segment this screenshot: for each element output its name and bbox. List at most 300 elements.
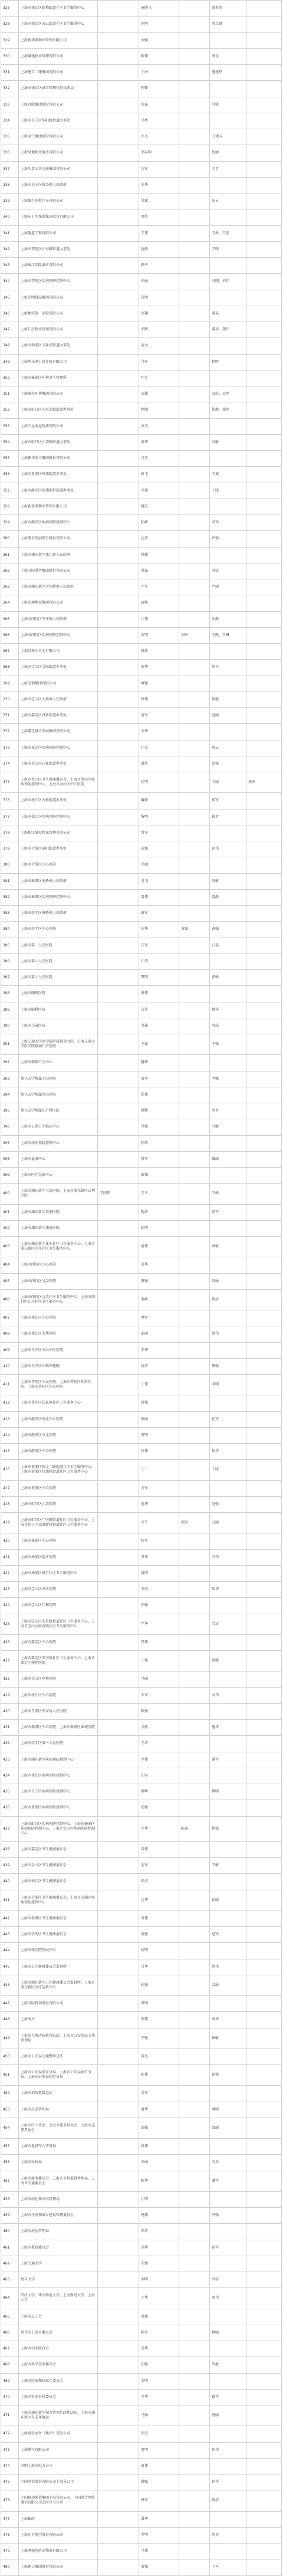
column-5-cell [179, 2288, 210, 2308]
column-6-cell [210, 724, 246, 739]
column-3-cell [98, 563, 139, 579]
unit-name: 上海建工二建集团有限公司 [19, 65, 98, 80]
column-5-cell [179, 1874, 210, 1889]
column-6-cell: 吴洁 [210, 1614, 246, 1634]
column-7-cell [246, 2086, 282, 2101]
column-4-cell: 白洁 [139, 1002, 179, 1018]
column-7-cell [246, 1513, 282, 1533]
row-number: 384 [1, 922, 19, 937]
column-5-cell [179, 825, 210, 841]
column-4-cell: 许华 [139, 1817, 179, 1841]
column-4-cell: 段强 [139, 1395, 179, 1411]
column-5-cell [179, 1343, 210, 1358]
column-3-cell [98, 756, 139, 772]
column-7-cell [246, 857, 282, 873]
column-7-cell [246, 1959, 282, 1975]
table-row [1, 81, 282, 97]
column-5-cell [179, 756, 210, 772]
unit-name: 上海燃气有限公司 [19, 2443, 98, 2458]
column-3-cell [98, 162, 139, 177]
column-4-cell: 徐杰 [139, 2426, 179, 2441]
table-row [1, 1858, 282, 1874]
column-3-cell [98, 1651, 139, 1671]
row-number: 408 [1, 1326, 19, 1342]
column-4-cell: 王华 [139, 2288, 179, 2308]
column-6-cell: 胡杰 [210, 2528, 246, 2543]
column-5-cell [179, 1119, 210, 1135]
row-number: 480 [1, 2559, 19, 2575]
column-4-cell: 姜华 [139, 1257, 179, 1273]
row-number: 388 [1, 986, 19, 1001]
column-5-cell [179, 2544, 210, 2559]
column-7-cell [246, 435, 282, 450]
column-5-cell [179, 162, 210, 177]
column-7-cell [246, 1359, 282, 1374]
row-number: 452 [1, 2086, 19, 2101]
table-row [1, 1184, 282, 1204]
column-5-cell [179, 2065, 210, 2085]
unit-name: 上海市胸科医院 [19, 986, 98, 1001]
column-4-cell: 乔丽 [139, 857, 179, 873]
column-7-cell [246, 1858, 282, 1873]
table-row [1, 1274, 282, 1290]
column-7-cell [246, 1002, 282, 1018]
column-7-cell [246, 1582, 282, 1597]
column-7-cell [246, 708, 282, 723]
row-number: 344 [1, 274, 19, 289]
column-6-cell: 孔军 [210, 1412, 246, 1427]
column-3-cell [98, 676, 139, 691]
row-number: 402 [1, 1221, 19, 1236]
table-row [1, 1582, 282, 1598]
unit-name: 上海东方明珠新媒体股份有限公司 [19, 209, 98, 225]
unit-name: 上海市长宁区华阳路街道办事处 [19, 113, 98, 129]
table-row [1, 1635, 282, 1651]
unit-name: 上海市普陀区疾病预防控制中心 [19, 274, 98, 289]
column-6-cell: 程晖 [210, 355, 246, 370]
column-3-cell [98, 467, 139, 482]
column-6-cell: 赵军 [210, 1927, 246, 1942]
column-6-cell [210, 499, 246, 514]
column-6-cell [210, 2309, 246, 2325]
table-row [1, 2544, 282, 2559]
column-6-cell [210, 1598, 246, 1613]
column-5-cell [179, 435, 210, 450]
column-3-cell [98, 1055, 139, 1070]
column-7-cell [246, 1533, 282, 1549]
column-3-cell [98, 419, 139, 434]
column-7-cell [246, 1205, 282, 1220]
row-number: 474 [1, 2459, 19, 2474]
column-6-cell [210, 2139, 246, 2154]
row-number: 380 [1, 857, 19, 873]
column-5-cell [179, 1184, 210, 1204]
unit-name: 上海市总工会 [19, 2309, 98, 2325]
column-4-cell: 方杰 [139, 419, 179, 434]
unit-name: 上海市浦东新区周浦医院 [19, 1205, 98, 1220]
table-row [1, 1375, 282, 1395]
column-7-cell [246, 740, 282, 756]
column-4-cell: 秦伟 [139, 986, 179, 1001]
table-row [1, 1959, 282, 1975]
row-number: 393 [1, 1071, 19, 1087]
row-number: 350 [1, 371, 19, 386]
column-6-cell: 曹伟 [210, 1959, 246, 1975]
row-number: 472 [1, 2426, 19, 2441]
column-5-cell [179, 1257, 210, 1273]
column-4-cell: 陆峰 [139, 515, 179, 530]
column-7-cell [246, 922, 282, 937]
column-5-cell [179, 1736, 210, 1751]
column-6-cell [210, 419, 246, 434]
column-7-cell [246, 2028, 282, 2049]
column-7-cell [246, 628, 282, 643]
column-6-cell: 秦华 [210, 2012, 246, 2027]
column-4-cell: 朱军 [139, 1688, 179, 1703]
column-7-cell [246, 2049, 282, 2064]
column-7-cell [246, 1034, 282, 1054]
column-4-cell: 丁一 [139, 1460, 179, 1480]
unit-name: 上海邮政 [19, 2512, 98, 2527]
unit-name: 国网上海市电力公司 [19, 2459, 98, 2474]
table-row [1, 1343, 282, 1359]
table-row [1, 906, 282, 922]
column-7-cell [246, 676, 282, 691]
table-row [1, 2490, 282, 2511]
row-number: 421 [1, 1550, 19, 1565]
unit-name: 上海市宝山区吴淞街道办事处 [19, 660, 98, 675]
column-6-cell: 徐静、徐亮 [210, 402, 246, 418]
column-6-cell: 张伟 [210, 2288, 246, 2308]
column-3-cell [98, 1018, 139, 1034]
row-number: 383 [1, 906, 19, 921]
row-number: 459 [1, 2208, 19, 2223]
column-3-cell [98, 1752, 139, 1768]
column-4-cell: 吕华 [139, 1959, 179, 1975]
column-5-cell [179, 81, 210, 96]
row-number: 431 [1, 1720, 19, 1735]
unit-name: 上海市徐汇区凌云街道社区卫生服务中心 [19, 17, 98, 32]
column-3-cell [98, 129, 139, 145]
unit-name: 上海市房屋管理局 [19, 2224, 98, 2239]
column-4-cell: 王洁 [139, 1736, 179, 1751]
row-number: 461 [1, 2240, 19, 2256]
column-4-cell: 邱强 [139, 2118, 179, 2138]
column-5-cell [179, 1359, 210, 1374]
table-row [1, 402, 282, 418]
row-number: 349 [1, 355, 19, 370]
column-3-cell [98, 1672, 139, 1687]
column-7-cell [246, 1184, 282, 1204]
column-5-cell [179, 290, 210, 306]
column-5-cell [179, 355, 210, 370]
table-row [1, 371, 282, 386]
column-5-cell [179, 676, 210, 691]
row-number: 347 [1, 322, 19, 337]
table-row [1, 2192, 282, 2208]
column-5-cell [179, 986, 210, 1001]
column-7-cell [246, 290, 282, 306]
table-row [1, 986, 282, 1002]
row-number: 353 [1, 419, 19, 434]
table-row [1, 1055, 282, 1071]
unit-name: 上海新华联物业管理有限公司 [19, 33, 98, 48]
unit-name: 上海市静安区闸北中心医院 [19, 1412, 98, 1427]
column-4-cell: 韩梅 [139, 1103, 179, 1119]
column-7-cell [246, 1412, 282, 1427]
row-number: 424 [1, 1598, 19, 1613]
column-3-cell [98, 2118, 139, 2138]
column-3-cell [98, 17, 139, 32]
column-4-cell: 蒋洁 [139, 1359, 179, 1374]
column-7-cell [246, 1071, 282, 1087]
table-row [1, 2405, 282, 2426]
table-row [1, 338, 282, 354]
table-row [1, 2559, 282, 2575]
unit-name: 上海申通地铁集团有限公司 [19, 595, 98, 611]
column-6-cell [210, 2512, 246, 2527]
column-6-cell: 冯敏 [210, 1119, 246, 1135]
table-row [1, 2086, 282, 2102]
column-7-cell [246, 258, 282, 273]
column-6-cell [210, 1343, 246, 1358]
column-5-cell [179, 65, 210, 80]
column-5-cell [179, 1800, 210, 1815]
column-6-cell: 施建华 [210, 65, 246, 80]
table-row [1, 1412, 282, 1428]
column-3-cell [98, 1375, 139, 1395]
row-number: 458 [1, 2192, 19, 2207]
column-5-cell [179, 906, 210, 921]
unit-name: 中国电信股份有限公司上海分公司 [19, 2475, 98, 2490]
column-7-cell [246, 890, 282, 905]
column-7-cell [246, 242, 282, 257]
unit-name: 上海市虹口区江湾镇街道办事处 [19, 435, 98, 450]
row-number: 354 [1, 435, 19, 450]
column-3-cell [98, 2240, 139, 2256]
table-row [1, 740, 282, 756]
unit-name: 上海市黄浦区疾病预防控制中心 [19, 1800, 98, 1815]
column-4-cell: 夏伟 [139, 2459, 179, 2474]
column-6-cell: 唐敏 [210, 1651, 246, 1671]
column-6-cell: 李军 [210, 515, 246, 530]
column-4-cell: 王磊 [139, 1034, 179, 1054]
column-7-cell [246, 194, 282, 209]
column-6-cell: 邱丽 [210, 1274, 246, 1289]
column-5-cell [179, 2459, 210, 2474]
column-3-cell [98, 1890, 139, 1910]
column-4-cell: 杜明 [139, 772, 179, 792]
column-5-cell [179, 419, 210, 434]
column-6-cell: 王建国 [210, 129, 246, 145]
column-5-cell [179, 1784, 210, 1800]
column-6-cell: 王敏 [210, 1858, 246, 1873]
column-7-cell [246, 1800, 282, 1815]
column-6-cell [210, 857, 246, 873]
column-5-cell [179, 1310, 210, 1326]
column-6-cell: 谢军 [210, 1752, 246, 1768]
column-3-cell [98, 2490, 139, 2511]
table-row [1, 1927, 282, 1943]
column-7-cell [246, 2288, 282, 2308]
column-7-cell [246, 2426, 282, 2441]
column-3-cell [98, 692, 139, 707]
table-row [1, 809, 282, 825]
column-5-cell [179, 857, 210, 873]
column-4-cell: 周洁 [139, 209, 179, 225]
column-5-cell [179, 1087, 210, 1103]
column-3-cell [98, 1842, 139, 1857]
column-5-cell [179, 402, 210, 418]
table-row [1, 499, 282, 515]
column-3-cell [98, 1274, 139, 1289]
column-7-cell [246, 1911, 282, 1926]
column-3-cell [98, 1635, 139, 1650]
unit-name: 上海市公安局浦东分局、上海市公安局徐汇分局、上海市公安局闵行分局 [19, 2065, 98, 2085]
unit-name: 上海仁济物业管理有限公司 [19, 322, 98, 337]
unit-name: 上海市嘉定区卫生健康委员会 [19, 1842, 98, 1857]
column-5-cell [179, 1375, 210, 1395]
table-row [1, 258, 282, 274]
column-3-cell [98, 1343, 139, 1358]
table-row [1, 612, 282, 628]
unit-name: 上海市红十字会、上海市慈善基金会、上海市志愿者协会 [19, 2118, 98, 2138]
column-5-cell [179, 1460, 210, 1480]
column-4-cell: 周强 [139, 2309, 179, 2325]
column-6-cell [210, 290, 246, 306]
column-6-cell: 郑军 [210, 793, 246, 808]
column-5-cell [179, 2028, 210, 2049]
column-6-cell: 许华 [210, 2443, 246, 2458]
column-3-cell [98, 1152, 139, 1167]
table-row [1, 129, 282, 145]
unit-name: 上海市商务委员会、上海市市场监督管理局、上海市交通委员会 [19, 2171, 98, 2191]
unit-name: 上海市宝山区友谊路街道社区卫生服务中心、上海市宝山区淞南镇社区卫生服务中心 [19, 1614, 98, 1634]
column-4-cell: 钱伟 [139, 1842, 179, 1857]
column-4-cell: 陶洁 [139, 1205, 179, 1220]
column-4-cell: 贾伟 [139, 890, 179, 905]
table-row [1, 676, 282, 692]
column-4-cell: 黎强 [139, 1274, 179, 1289]
column-5-cell [179, 1168, 210, 1183]
column-5-cell [179, 499, 210, 514]
column-4-cell: 沈洁 [139, 531, 179, 546]
column-6-cell: 孙华 [210, 2475, 246, 2490]
unit-name: 上海市退役军人事务局 [19, 2139, 98, 2154]
column-3-cell [98, 954, 139, 969]
row-number: 443 [1, 1927, 19, 1942]
column-4-cell: 王平 [139, 1184, 179, 1204]
column-4-cell: 范军 [139, 708, 179, 723]
column-3-cell [98, 2475, 139, 2490]
column-3-cell [98, 2544, 139, 2559]
column-7-cell [246, 548, 282, 563]
column-7-cell [246, 660, 282, 675]
column-6-cell [210, 1168, 246, 1183]
unit-name: 上海久事公共交通集团有限公司 [19, 162, 98, 177]
column-4-cell: 胡强 [139, 2357, 179, 2372]
column-6-cell [210, 1136, 246, 1151]
row-number: 441 [1, 1890, 19, 1910]
column-7-cell [246, 1136, 282, 1151]
table-row [1, 1817, 282, 1842]
table-row [1, 1800, 282, 1816]
table-row [1, 1119, 282, 1135]
column-5-cell [179, 2171, 210, 2191]
row-number: 433 [1, 1752, 19, 1768]
column-6-cell [210, 2086, 246, 2101]
table-row [1, 435, 282, 451]
column-4-cell: 陈军 [139, 2325, 179, 2341]
column-5-cell [179, 708, 210, 723]
column-3-cell [98, 922, 139, 937]
column-6-cell [210, 1842, 246, 1857]
column-4-cell: 丁强 [139, 1651, 179, 1671]
column-6-cell: 郭峰 [210, 970, 246, 985]
unit-name: 上海市精神卫生中心 [19, 1055, 98, 1070]
row-number: 386 [1, 954, 19, 969]
column-7-cell [246, 2341, 282, 2357]
unit-name: 上海市静安区疾病预防控制中心 [19, 515, 98, 530]
row-number: 392 [1, 1055, 19, 1070]
unit-name: 上海城投环境集团有限公司 [19, 386, 98, 402]
column-5-cell [179, 1428, 210, 1443]
row-number: 330 [1, 49, 19, 64]
column-7-cell [246, 2224, 282, 2239]
column-4-cell: 吴华 [139, 2341, 179, 2357]
unit-name: 上海市浦东新区疾病预防控制中心 [19, 1752, 98, 1768]
column-3-cell [98, 628, 139, 643]
column-5-cell [179, 258, 210, 273]
unit-name: 上海市奉贤区南桥镇人民政府 [19, 874, 98, 889]
column-4-cell: 沈军 [139, 162, 179, 177]
row-number: 410 [1, 1359, 19, 1374]
unit-name: 上海市长宁区妇幼保健院 [19, 1359, 98, 1374]
column-7-cell [246, 1310, 282, 1326]
column-6-cell: 王晓 [210, 242, 246, 257]
column-7-cell [246, 1168, 282, 1183]
column-3-cell [98, 178, 139, 193]
unit-name: 上海市农业农村委员会 [19, 2390, 98, 2405]
column-7-cell [246, 17, 282, 32]
table-row [1, 628, 282, 644]
column-3-cell [98, 1290, 139, 1310]
column-5-cell [179, 242, 210, 257]
table-row [1, 1152, 282, 1168]
column-3-cell [98, 2390, 139, 2405]
column-4-cell: 李春明 [139, 145, 179, 160]
unit-name: 上海振华重工集团股份有限公司 [19, 451, 98, 466]
column-6-cell: 徐强 [210, 1817, 246, 1841]
column-7-cell [246, 1395, 282, 1411]
row-number: 406 [1, 1290, 19, 1310]
column-5-cell [179, 1205, 210, 1220]
unit-name: 上海市青浦区中心医院 [19, 857, 98, 873]
column-4-cell: 吕军 [139, 451, 179, 466]
column-5-cell [179, 49, 210, 64]
column-6-cell [210, 906, 246, 921]
column-5-cell [179, 338, 210, 353]
column-3-cell [98, 451, 139, 466]
unit-name: 复旦大学附属华山医院 [19, 1087, 98, 1103]
row-number: 327 [1, 1, 19, 16]
column-7-cell [246, 1943, 282, 1958]
column-7-cell [246, 1375, 282, 1395]
column-4-cell: 张磊 [139, 97, 179, 113]
column-3-cell [98, 1927, 139, 1942]
column-6-cell: 罗强 [210, 2208, 246, 2223]
column-7-cell [246, 419, 282, 434]
